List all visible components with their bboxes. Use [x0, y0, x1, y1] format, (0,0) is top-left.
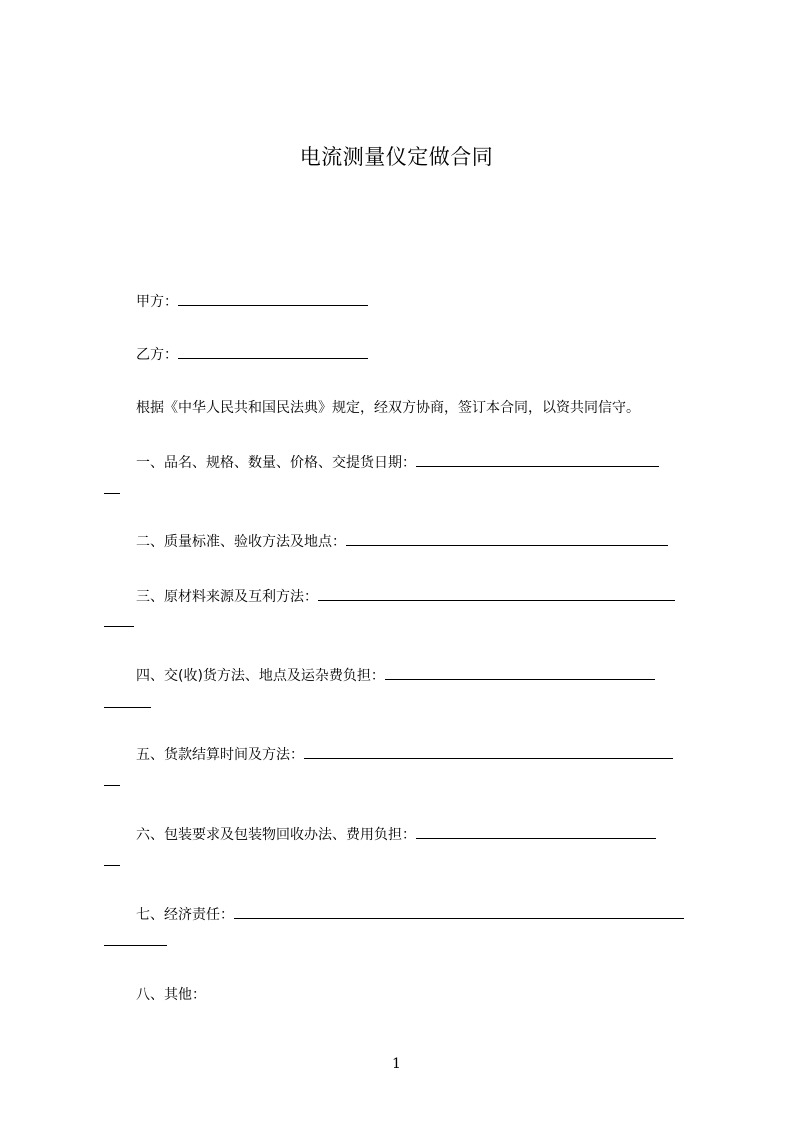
clause-1-blank[interactable] [416, 453, 659, 467]
clause-1-blank-continuation[interactable] [104, 493, 120, 494]
clause-4 [136, 666, 655, 685]
preamble: 根据《中华人民共和国民法典》规定，经双方协商，签订本合同，以资共同信守。 [136, 400, 640, 416]
clause-6-label: 六、包装要求及包装物回收办法、费用负担： [136, 827, 416, 843]
clause-3-blank[interactable] [318, 587, 675, 601]
clause-5-blank[interactable] [304, 745, 673, 759]
clause-2 [136, 532, 668, 551]
clause-6-blank-continuation[interactable] [104, 865, 120, 866]
party-b-label: 乙方： [136, 347, 178, 363]
clause-4-blank[interactable] [385, 666, 655, 680]
clause-2-label: 二、质量标准、验收方法及地点： [136, 534, 346, 550]
clause-6-blank[interactable] [416, 825, 656, 839]
clause-4-label: 四、交(收)货方法、地点及运杂费负担： [136, 668, 385, 684]
clause-1-label: 一、品名、规格、数量、价格、交提货日期： [136, 455, 416, 471]
party-b-blank[interactable] [178, 345, 368, 359]
clause-7-label: 七、经济责任： [136, 907, 234, 923]
clause-3-label: 三、原材料来源及互利方法： [136, 589, 318, 605]
party-b-line [136, 345, 368, 364]
clause-4-blank-continuation[interactable] [104, 707, 151, 708]
clause-6 [136, 825, 656, 844]
clause-7-blank-continuation[interactable] [104, 945, 167, 946]
clause-1 [136, 453, 659, 472]
clause-7 [136, 905, 684, 924]
clause-3 [136, 587, 675, 606]
party-a-line [136, 292, 368, 311]
party-a-label: 甲方： [136, 294, 178, 310]
clause-5-blank-continuation[interactable] [104, 785, 120, 786]
contract-title: 电流测量仪定做合同 [299, 145, 494, 169]
party-a-blank[interactable] [178, 292, 368, 306]
clause-5-label: 五、货款结算时间及方法： [136, 747, 304, 763]
clause-5 [136, 745, 673, 764]
page-number: 1 [392, 1056, 401, 1072]
clause-3-blank-continuation[interactable] [104, 626, 134, 627]
clause-8: 八、其他： [136, 987, 206, 1003]
clause-2-blank[interactable] [346, 532, 668, 546]
clause-7-blank[interactable] [234, 905, 684, 919]
